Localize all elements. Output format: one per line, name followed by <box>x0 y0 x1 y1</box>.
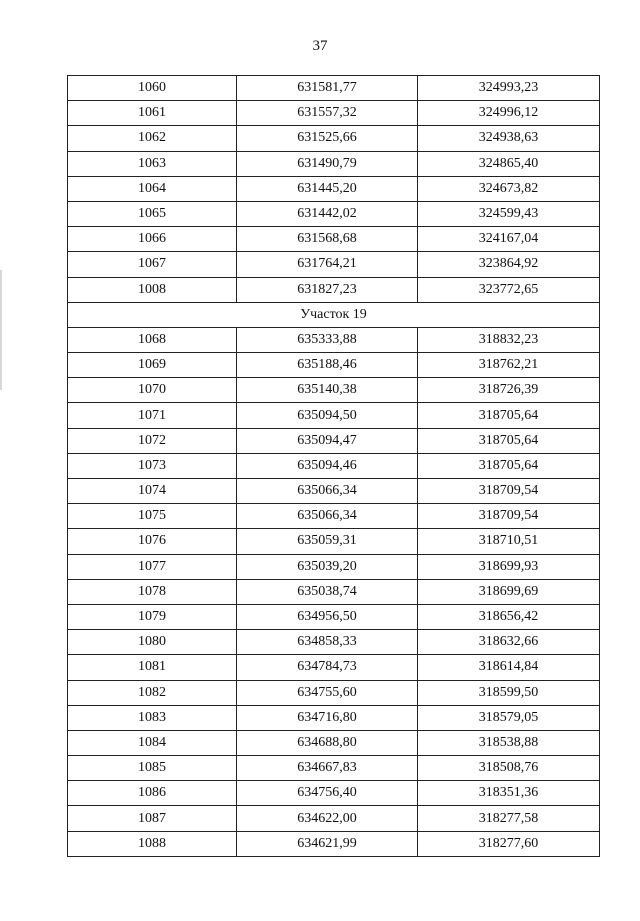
y-coordinate-cell: 324865,40 <box>418 151 600 176</box>
x-coordinate-cell: 634784,73 <box>237 655 418 680</box>
point-number-cell: 1081 <box>68 655 237 680</box>
point-number-cell: 1068 <box>68 327 237 352</box>
y-coordinate-cell: 324167,04 <box>418 227 600 252</box>
y-coordinate-cell: 318579,05 <box>418 705 600 730</box>
table-row <box>68 655 600 680</box>
table-body-after-section <box>68 327 600 856</box>
table-row <box>68 504 600 529</box>
page-number: 37 <box>312 38 328 54</box>
point-number-cell: 1084 <box>68 730 237 755</box>
x-coordinate-cell: 634667,83 <box>237 756 418 781</box>
table-row <box>68 277 600 302</box>
x-coordinate-cell: 631581,77 <box>237 76 418 101</box>
table-body-before-section <box>68 76 600 303</box>
x-coordinate-cell: 635039,20 <box>237 554 418 579</box>
y-coordinate-cell: 324996,12 <box>418 101 600 126</box>
point-number-cell: 1062 <box>68 126 237 151</box>
y-coordinate-cell: 318277,60 <box>418 831 600 856</box>
point-number-cell: 1064 <box>68 176 237 201</box>
table-row <box>68 151 600 176</box>
x-coordinate-cell: 635094,47 <box>237 428 418 453</box>
x-coordinate-cell: 634621,99 <box>237 831 418 856</box>
x-coordinate-cell: 635333,88 <box>237 327 418 352</box>
x-coordinate-cell: 631557,32 <box>237 101 418 126</box>
x-coordinate-cell: 634622,00 <box>237 806 418 831</box>
table-row <box>68 579 600 604</box>
y-coordinate-cell: 318705,64 <box>418 403 600 428</box>
point-number-cell: 1088 <box>68 831 237 856</box>
point-number-cell: 1008 <box>68 277 237 302</box>
point-number-cell: 1063 <box>68 151 237 176</box>
table-row <box>68 479 600 504</box>
point-number-cell: 1078 <box>68 579 237 604</box>
y-coordinate-cell: 318705,64 <box>418 453 600 478</box>
y-coordinate-cell: 318656,42 <box>418 604 600 629</box>
table-row <box>68 176 600 201</box>
table-row <box>68 378 600 403</box>
y-coordinate-cell: 324599,43 <box>418 201 600 226</box>
x-coordinate-cell: 634956,50 <box>237 604 418 629</box>
table-row <box>68 554 600 579</box>
x-coordinate-cell: 634858,33 <box>237 630 418 655</box>
x-coordinate-cell: 634756,40 <box>237 781 418 806</box>
section-title: Участок 19 <box>68 302 600 327</box>
table-row <box>68 831 600 856</box>
y-coordinate-cell: 318705,64 <box>418 428 600 453</box>
point-number-cell: 1069 <box>68 353 237 378</box>
table-row <box>68 680 600 705</box>
y-coordinate-cell: 323772,65 <box>418 277 600 302</box>
table-row <box>68 252 600 277</box>
point-number-cell: 1074 <box>68 479 237 504</box>
x-coordinate-cell: 635094,46 <box>237 453 418 478</box>
y-coordinate-cell: 318709,54 <box>418 479 600 504</box>
table-row <box>68 730 600 755</box>
point-number-cell: 1079 <box>68 604 237 629</box>
y-coordinate-cell: 318832,23 <box>418 327 600 352</box>
y-coordinate-cell: 318277,58 <box>418 806 600 831</box>
point-number-cell: 1076 <box>68 529 237 554</box>
x-coordinate-cell: 634755,60 <box>237 680 418 705</box>
y-coordinate-cell: 318599,50 <box>418 680 600 705</box>
table-row <box>68 353 600 378</box>
point-number-cell: 1080 <box>68 630 237 655</box>
point-number-cell: 1071 <box>68 403 237 428</box>
x-coordinate-cell: 631445,20 <box>237 176 418 201</box>
table-row <box>68 756 600 781</box>
scan-edge-mark <box>0 270 2 390</box>
y-coordinate-cell: 318632,66 <box>418 630 600 655</box>
x-coordinate-cell: 635059,31 <box>237 529 418 554</box>
table-row <box>68 227 600 252</box>
point-number-cell: 1086 <box>68 781 237 806</box>
table-row <box>68 705 600 730</box>
point-number-cell: 1085 <box>68 756 237 781</box>
y-coordinate-cell: 318351,36 <box>418 781 600 806</box>
x-coordinate-cell: 631568,68 <box>237 227 418 252</box>
table-row <box>68 76 600 101</box>
x-coordinate-cell: 631764,21 <box>237 252 418 277</box>
point-number-cell: 1072 <box>68 428 237 453</box>
x-coordinate-cell: 635038,74 <box>237 579 418 604</box>
table-row <box>68 630 600 655</box>
section-row <box>68 302 600 327</box>
point-number-cell: 1070 <box>68 378 237 403</box>
point-number-cell: 1060 <box>68 76 237 101</box>
table-row <box>68 101 600 126</box>
y-coordinate-cell: 318710,51 <box>418 529 600 554</box>
point-number-cell: 1065 <box>68 201 237 226</box>
table-row <box>68 453 600 478</box>
x-coordinate-cell: 634688,80 <box>237 730 418 755</box>
y-coordinate-cell: 318614,84 <box>418 655 600 680</box>
table-row <box>68 327 600 352</box>
point-number-cell: 1073 <box>68 453 237 478</box>
y-coordinate-cell: 318699,93 <box>418 554 600 579</box>
x-coordinate-cell: 634716,80 <box>237 705 418 730</box>
point-number-cell: 1066 <box>68 227 237 252</box>
x-coordinate-cell: 635188,46 <box>237 353 418 378</box>
y-coordinate-cell: 318709,54 <box>418 504 600 529</box>
table-row <box>68 806 600 831</box>
table-row <box>68 201 600 226</box>
table-row <box>68 428 600 453</box>
x-coordinate-cell: 631442,02 <box>237 201 418 226</box>
y-coordinate-cell: 318699,69 <box>418 579 600 604</box>
y-coordinate-cell: 318762,21 <box>418 353 600 378</box>
x-coordinate-cell: 635140,38 <box>237 378 418 403</box>
x-coordinate-cell: 631490,79 <box>237 151 418 176</box>
table-row <box>68 781 600 806</box>
x-coordinate-cell: 635094,50 <box>237 403 418 428</box>
y-coordinate-cell: 318726,39 <box>418 378 600 403</box>
point-number-cell: 1083 <box>68 705 237 730</box>
point-number-cell: 1067 <box>68 252 237 277</box>
y-coordinate-cell: 324938,63 <box>418 126 600 151</box>
point-number-cell: 1087 <box>68 806 237 831</box>
table-row <box>68 604 600 629</box>
table-row <box>68 403 600 428</box>
x-coordinate-cell: 635066,34 <box>237 504 418 529</box>
table-row <box>68 529 600 554</box>
y-coordinate-cell: 318508,76 <box>418 756 600 781</box>
y-coordinate-cell: 318538,88 <box>418 730 600 755</box>
point-number-cell: 1061 <box>68 101 237 126</box>
coordinates-table <box>67 75 600 857</box>
x-coordinate-cell: 631827,23 <box>237 277 418 302</box>
x-coordinate-cell: 631525,66 <box>237 126 418 151</box>
y-coordinate-cell: 324673,82 <box>418 176 600 201</box>
y-coordinate-cell: 323864,92 <box>418 252 600 277</box>
point-number-cell: 1082 <box>68 680 237 705</box>
table-row <box>68 126 600 151</box>
x-coordinate-cell: 635066,34 <box>237 479 418 504</box>
point-number-cell: 1075 <box>68 504 237 529</box>
y-coordinate-cell: 324993,23 <box>418 76 600 101</box>
point-number-cell: 1077 <box>68 554 237 579</box>
section-header <box>68 302 600 327</box>
